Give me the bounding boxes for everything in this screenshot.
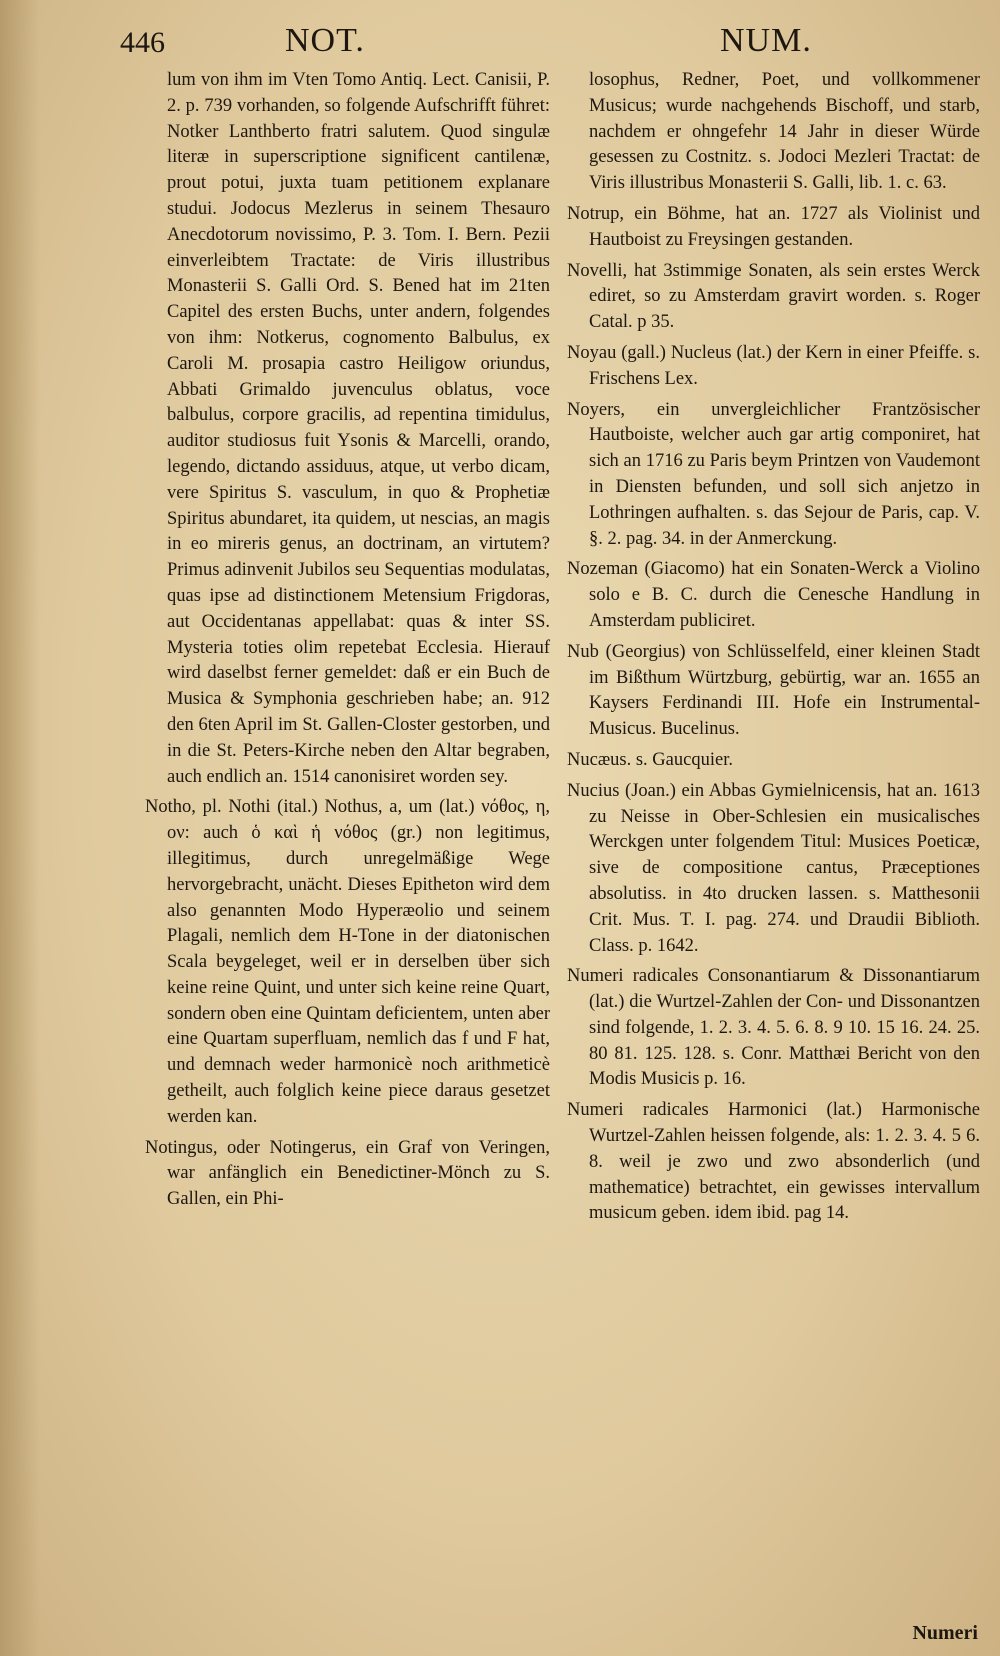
entry-numeri-radicales-harmonici: Numeri radicales Harmonici (lat.) Harmonische Wurtzel-Zahlen heissen folgende, als: 1. 2. 3. 4. 5 6. 8. weil je zwo und zwo absonderlich (und mathematice) betrachtet, ein gewisses intervallum musicum geben. idem ibid. pag 14. <box>567 1100 980 1224</box>
entry-noyau: Noyau (gall.) Nucleus (lat.) der Kern in einer Pfeiffe. s. Frischens Lex. <box>567 342 980 389</box>
entry-nucaeus: Nucæus. s. Gaucquier. <box>567 749 733 770</box>
left-column <box>145 68 550 1218</box>
entry-numeri-radicales-consonantiarum: Numeri radicales Consonantiarum & Dissonantiarum (lat.) die Wurtzel-Zahlen der Con- und Dissonantzen sind folgende, 1. 2. 3. 4. 5. 6. 8. 9 10. 15 16. 24. 25. 80 81. 125. 128. s. Conr. Matthæi Bericht von den Modis Musicis p. 16. <box>567 966 980 1090</box>
entry-notingus-continued: losophus, Redner, Poet, und vollkommener Musicus; wurde nachgehends Bischoff, und starb, nachdem er ohngefehr 14 Jahr in dieser Würde gesessen zu Costnitz. s. Jodoci Mezleri Tractat: de Viris illustribus Monasterii S. Galli, lib. 1. c. 63. <box>589 70 980 194</box>
right-heading: NUM. <box>720 22 812 59</box>
entry-notho: Notho, pl. Nothi (ital.) Nothus, a, um (lat.) νόθος, η, ον: auch ὁ καὶ ἡ νόθος (gr.) non legitimus, illegitimus, durch unregelmäßige Wege hervorgebracht, unächt. Dieses Epitheton wird dem also genannten Modo Hyperæolio und seinem Plagali, nemlich dem H-Tone in der diatonischen Scala beygeleget, weil er in derselben über sich keine reine Quint, und unter sich keine reine Quart, sondern oben eine Quintam deficientem, unten aber eine Quartam superfluam, nemlich das f und F hat, und demnach weder harmonicè noch arithmeticè getheilt, auch folglich keine piece daraus gesetzet werden kan. <box>145 797 550 1127</box>
left-heading: NOT. <box>285 22 365 59</box>
entry-noyers: Noyers, ein unvergleichlicher Frantzösischer Hautboiste, welcher auch gar artig componiret, hat sich an 1716 zu Paris beym Printzen von Vaudemont in Diensten befunden, und soll sich anjetzo in Lothringen aufhalten. s. das Sejour de Paris, cap. V. §. 2. pag. 34. in der Anmerckung. <box>567 399 980 549</box>
catchword: Numeri <box>912 1622 978 1644</box>
right-column <box>567 68 980 1232</box>
entry-notingus: Notingus, oder Notingerus, ein Graf von Veringen, war anfänglich ein Benedictiner-Mönch zu S. Gallen, ein Phi- <box>145 1137 550 1210</box>
entry-novelli: Novelli, hat 3stimmige Sonaten, als sein erstes Werck ediret, so zu Amsterdam gravirt worden. s. Roger Catal. p 35. <box>567 260 980 333</box>
entry-nub: Nub (Georgius) von Schlüsselfeld, einer kleinen Stadt im Bißthum Würtzburg, gebürtig, war an. 1655 an Kaysers Ferdinandi III. Hofe ein Instrumental-Musicus. Bucelinus. <box>567 641 980 740</box>
entry-nucius: Nucius (Joan.) ein Abbas Gymielnicensis, hat an. 1613 zu Neisse in Ober-Schlesien ein musicalisches Werckgen unter folgendem Titul: Musices Poeticæ, sive de compositione cantus, Præceptiones absolutiss. in 4to drucken lassen. s. Matthesonii Crit. Mus. T. I. pag. 274. und Draudii Biblioth. Class. p. 1642. <box>567 780 980 956</box>
running-header <box>120 22 980 66</box>
page-fold-shadow <box>0 0 40 1656</box>
entry-nozeman: Nozeman (Giacomo) hat ein Sonaten-Werck a Violino solo e B. C. durch die Cenesche Handlung in Amsterdam publiciret. <box>567 559 980 631</box>
page-number: 446 <box>120 26 165 59</box>
entry-notker-continued: lum von ihm im Vten Tomo Antiq. Lect. Canisii, P. 2. p. 739 vorhanden, so folgende Aufschrifft führet: Notker Lanthberto fratri salutem. Quod singulæ literæ in superscriptione significent cantilenæ, prout potui, juxta tuam petitionem explanare studui. Jodocus Mezlerus in seinem Thesauro Anecdotorum novissimo, P. 3. Tom. I. Bern. Pezii einverleibtem Tractate: de Viris illustribus Monasterii S. Galli Ord. S. Bened hat im 21ten Capitel des ersten Buchs, unter andern, folgendes von ihm: Notkerus, cognomento Balbulus, ex Caroli M. prosapia castro Heiligow oriundus, Abbati Grimaldo juvenculus oblatus, voce balbulus, corpore gracilis, ad repentina timidulus, auditor studiosus fuit Ysonis & Marcelli, orando, legendo, dictando assiduus, atque, ut verbo dicam, vere Spiritus S. vasculum, in quo & Prophetiæ Spiritus abundaret, ita quidem, ut nescias, an magis in eo mireris genus, an doctrinam, an virtutem? Primus adinvenit Jubilos seu Sequentias modulatas, quas ipse ad distinctionem Metensium Frigdoras, aut Occidentanas appellabat: quas & inter SS. Mysteria toties olim repetebat Ecclesia. Hierauf wird daselbst ferner gemeldet: daß er ein Buch de Musica & Symphonia geschrieben habe; an. 912 den 6ten April im St. Gallen-Closter gestorben, und in die St. Peters-Kirche neben den Altar begraben, auch endlich an. 1514 canonisiret worden sey. <box>167 70 550 787</box>
entry-notrup: Notrup, ein Böhme, hat an. 1727 als Violinist und Hautboist zu Freysingen gestanden. <box>567 203 980 250</box>
